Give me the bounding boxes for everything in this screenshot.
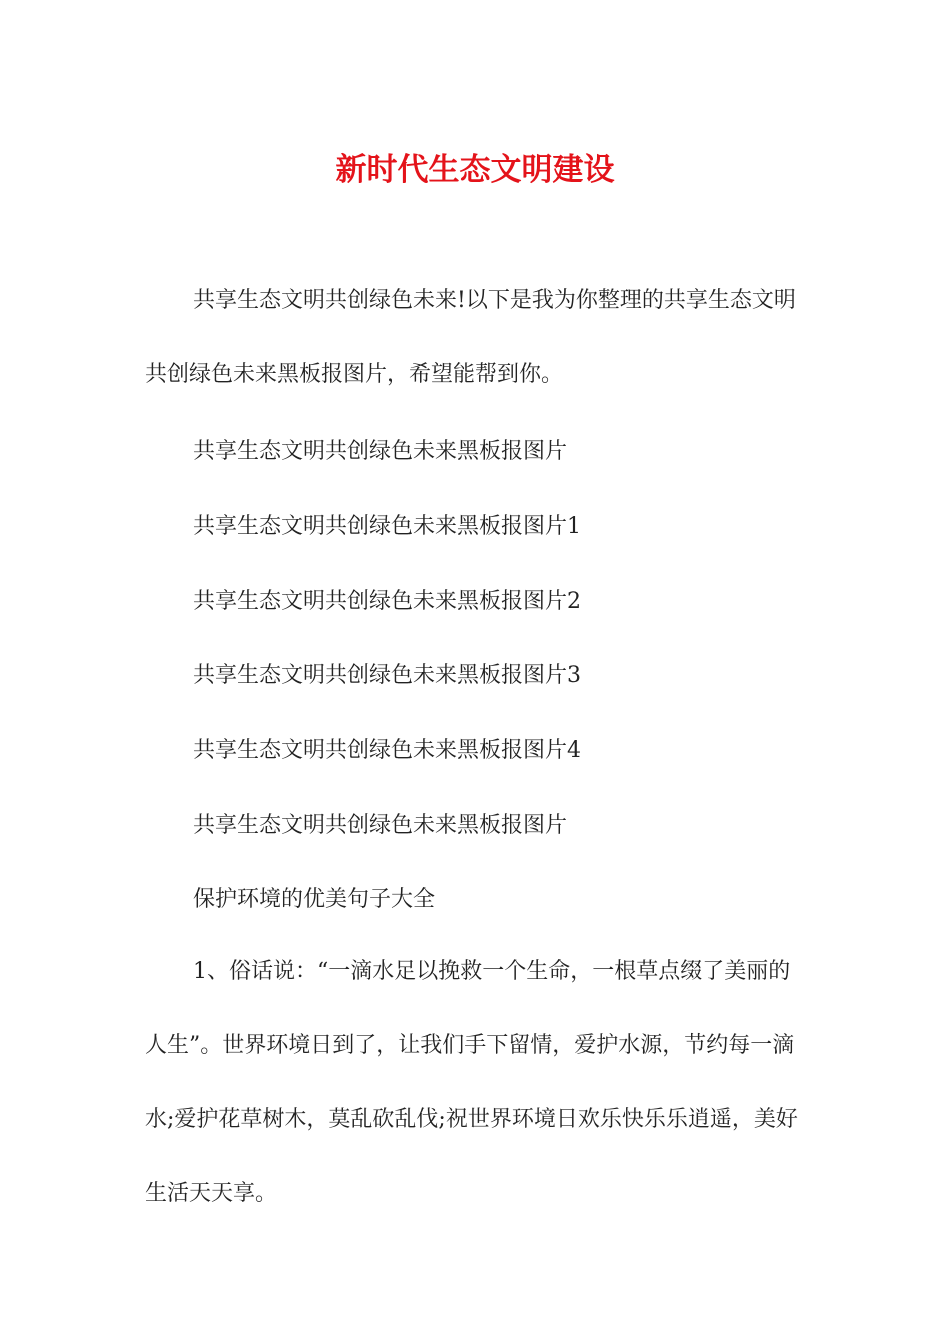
quote-paragraph-1: 1、俗话说：“一滴水足以挽救一个生命，一根草点缀了美丽的人生”。世界环境日到了，让我们手下留情，爱护水源，节约每一滴水;爱护花草树木，莫乱砍乱伐;祝世界环境日欢乐快乐乐逍遥，美好生活天天享。 xyxy=(145,959,798,1206)
intro-paragraph: 共享生态文明共创绿色未来!以下是我为你整理的共享生态文明共创绿色未来黑板报图片，希望能帮到你。 xyxy=(145,288,796,387)
paragraph-blackboard-1: 共享生态文明共创绿色未来黑板报图片1 xyxy=(193,514,581,539)
paragraph-blackboard-2: 共享生态文明共创绿色未来黑板报图片2 xyxy=(193,589,581,614)
paragraph-blackboard-3: 共享生态文明共创绿色未来黑板报图片3 xyxy=(193,663,581,688)
paragraph-blackboard-heading: 共享生态文明共创绿色未来黑板报图片 xyxy=(193,439,568,464)
section-heading-sentences: 保护环境的优美句子大全 xyxy=(193,887,436,912)
document-title: 新时代生态文明建设 xyxy=(335,152,615,188)
paragraph-blackboard-repeat: 共享生态文明共创绿色未来黑板报图片 xyxy=(193,813,568,838)
paragraph-blackboard-4: 共享生态文明共创绿色未来黑板报图片4 xyxy=(193,738,581,763)
